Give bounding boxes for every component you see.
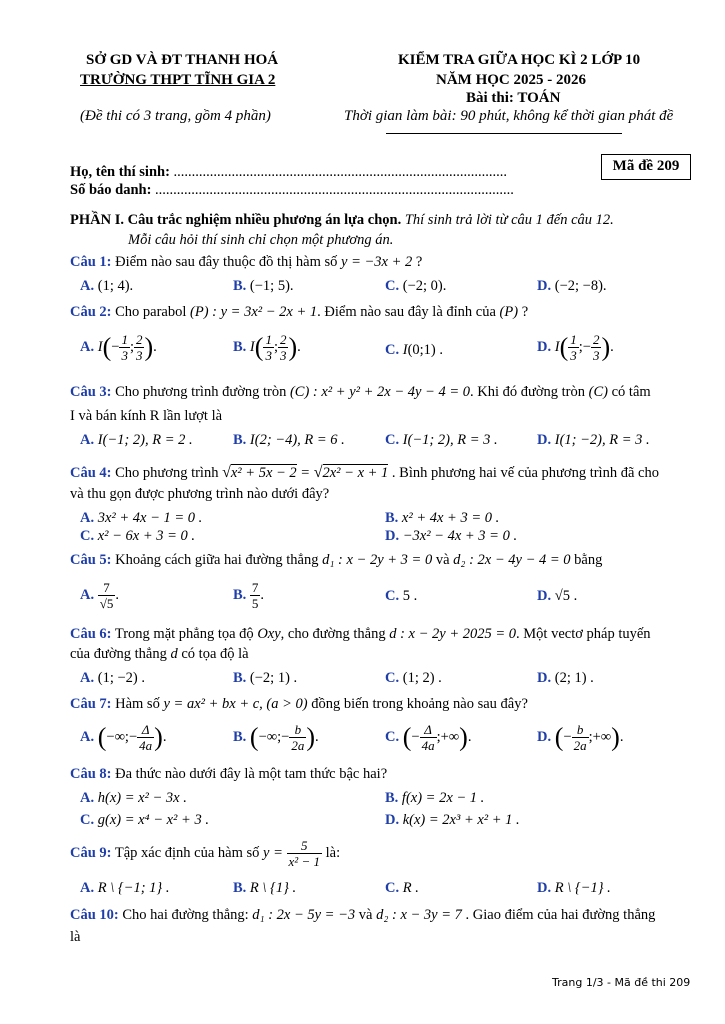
q2-option-c[interactable]: C. I(0;1) .	[385, 342, 444, 358]
question-9	[70, 838, 340, 869]
question-label: Câu 1:	[70, 254, 112, 270]
q4-option-b[interactable]	[385, 510, 499, 527]
option-text: R \ {−1; 1} .	[97, 880, 170, 896]
time-note: Thời gian làm bài: 90 phút, không kể thời gian phát đề	[344, 108, 674, 124]
q5-option-b[interactable]: B. $\frac{7}{5}$ .	[233, 580, 265, 611]
school-name: TRƯỜNG THPT TĨNH GIA 2	[80, 72, 276, 88]
question-math: 2x² − x + 1	[322, 465, 389, 481]
q5-option-c[interactable]	[385, 588, 417, 605]
question-3-line2: I và bán kính R lần lượt là	[70, 408, 223, 424]
option-letter: B.	[233, 670, 247, 686]
option-letter: A.	[80, 432, 95, 448]
question-text: Hàm số	[111, 696, 164, 712]
question-math: (C)	[588, 384, 608, 400]
candidate-id-dots: ...................................................................................................	[155, 182, 514, 198]
subject: Bài thi: TOÁN	[466, 90, 561, 106]
question-tail: là:	[321, 844, 341, 861]
question-math: d₂ : 2x − 4y − 4 = 0	[453, 552, 571, 568]
question-4: Câu 4: Cho phương trình √x² + 5x − 2 = √2x² − x + 1 . Bình phương hai vế của phương trình đã cho	[70, 464, 659, 481]
question-text: , cho đường thẳng	[280, 626, 390, 642]
q7-option-d[interactable]: D. (− $\frac{b}{2a}$ ;+∞).	[537, 722, 624, 753]
question-text: Trong mặt phẳng tọa độ	[111, 626, 258, 642]
candidate-name-dots: ............................................................................................	[173, 164, 508, 180]
question-math: d₂ : x − 3y = 7	[376, 907, 462, 923]
question-10-line2: là	[70, 929, 81, 945]
question-4-line2: và thu gọn được phương trình nào dưới đây?	[70, 486, 330, 502]
option-letter: A.	[80, 338, 95, 355]
question-3	[70, 384, 651, 401]
part1-title-italic: Thí sinh trả lời từ câu 1 đến câu 12.	[401, 212, 614, 228]
question-text: và	[355, 907, 377, 923]
q2-option-a[interactable]: A. I(− $\frac{1}{3}$ ; $\frac{2}{3}$ ).	[80, 332, 157, 363]
q1-option-a[interactable]: A. (1; 4).	[80, 278, 134, 294]
option-letter: A.	[80, 586, 95, 603]
option-letter: C.	[385, 588, 400, 604]
q9-option-c[interactable]	[385, 880, 419, 897]
option-text: R \ {1} .	[249, 880, 297, 896]
part1-title-bold: PHẦN I. Câu trắc nghiệm nhiều phương án lựa chọn.	[70, 212, 402, 228]
question-1	[70, 254, 422, 271]
option-text: (1; 2) .	[402, 670, 442, 686]
question-label: Câu 6:	[70, 626, 112, 642]
q3-option-b[interactable]	[233, 432, 345, 449]
option-letter: D.	[537, 278, 552, 294]
q8-option-c[interactable]	[80, 812, 209, 829]
q9-option-a[interactable]	[80, 880, 169, 897]
question-label: Câu 4:	[70, 465, 112, 481]
question-text: của đường thẳng	[70, 646, 171, 662]
question-math: (P)	[499, 304, 519, 320]
option-letter: B.	[233, 880, 247, 896]
option-letter: C.	[385, 278, 400, 294]
option-letter: B.	[233, 278, 247, 294]
question-tail: bằng	[570, 552, 603, 568]
part1-title	[70, 212, 614, 229]
option-text: I(−1; 2), R = 2 .	[97, 432, 193, 448]
question-text: Cho phương trình đường tròn	[111, 384, 290, 400]
question-math: (C) : x² + y² + 2x − 4y − 4 = 0	[289, 384, 470, 400]
question-math: x² + 5x − 2	[230, 465, 297, 481]
q2-option-d[interactable]: D. I( $\frac{1}{3}$ ;− $\frac{2}{3}$ ).	[537, 332, 614, 363]
q4-option-a[interactable]	[80, 510, 202, 527]
option-text: g(x) = x⁴ − x² + 3 .	[97, 812, 209, 828]
fraction-denominator: x² − 1	[288, 854, 320, 869]
option-letter: C.	[385, 342, 400, 358]
question-6	[70, 626, 651, 643]
question-math: d₁ : 2x − 5y = −3	[252, 907, 356, 923]
option-text: (1; 4)	[97, 278, 130, 294]
q5-option-a[interactable]: A. $\frac{7}{√5}$ .	[80, 580, 119, 611]
q6-option-d[interactable]	[537, 670, 594, 687]
question-text: có tọa độ là	[177, 646, 249, 662]
question-5	[70, 552, 602, 569]
option-letter: C.	[80, 528, 95, 544]
option-letter: C.	[385, 728, 400, 745]
exam-code: Mã đề 209	[612, 158, 680, 174]
option-letter: A.	[80, 278, 95, 294]
q4-option-c[interactable]	[80, 528, 195, 545]
option-text: I(−1; 2), R = 3 .	[402, 432, 498, 448]
question-text: Cho parabol	[111, 304, 191, 320]
option-letter: D.	[385, 528, 400, 544]
option-letter: D.	[537, 880, 552, 896]
q6-option-c[interactable]	[385, 670, 442, 687]
question-6-line2	[70, 646, 249, 663]
option-text: (−1; 5)	[249, 278, 290, 294]
option-text: (2; 1) .	[554, 670, 594, 686]
option-letter: A.	[80, 880, 95, 896]
q9-option-b[interactable]	[233, 880, 296, 897]
q8-option-d[interactable]	[385, 812, 520, 829]
question-text: Cho phương trình	[111, 465, 223, 481]
option-letter: D.	[537, 588, 552, 604]
q2-option-b[interactable]: B. I( $\frac{1}{3}$ ; $\frac{2}{3}$ ).	[233, 332, 301, 363]
question-7	[70, 696, 528, 713]
option-text: x² + 4x + 3 = 0 .	[401, 510, 500, 526]
option-letter: B.	[233, 586, 247, 603]
q7-option-c[interactable]: C. (− $\frac{\Delta}{4a}$ ;+∞).	[385, 722, 472, 753]
option-letter: A.	[80, 510, 95, 526]
option-letter: C.	[385, 670, 400, 686]
question-tail: . Một vectơ pháp tuyến	[516, 626, 651, 642]
q8-option-a[interactable]	[80, 790, 187, 807]
exam-title: KIỂM TRA GIỮA HỌC KÌ 2 LỚP 10	[398, 52, 641, 68]
question-math: Oxy	[257, 626, 281, 642]
exam-code-box	[601, 154, 691, 180]
header-divider	[386, 133, 622, 134]
question-text: Đa thức nào dưới đây là một tam thức bậc hai?	[111, 766, 388, 782]
option-text: R .	[402, 880, 419, 896]
question-math: y =	[263, 844, 283, 861]
option-text: −3x² − 4x + 3 = 0 .	[402, 528, 518, 544]
question-math: d₁ : x − 2y + 3 = 0	[322, 552, 433, 568]
option-text: h(x) = x² − 3x .	[97, 790, 187, 806]
question-tail: . Khi đó đường tròn	[470, 384, 589, 400]
question-tail: . Bình phương hai vế của phương trình đã cho	[388, 465, 659, 481]
question-label: Câu 8:	[70, 766, 112, 782]
option-letter: A.	[80, 728, 95, 745]
option-text: 5 .	[402, 588, 418, 604]
question-tail: ?	[518, 304, 529, 320]
option-text: (1; −2) .	[97, 670, 145, 686]
question-text: và	[432, 552, 454, 568]
option-text: (−2; 1) .	[249, 670, 298, 686]
question-text: Cho hai đường thẳng:	[118, 907, 253, 923]
question-label: Câu 2:	[70, 304, 112, 320]
candidate-id-label: Số báo danh:	[70, 182, 152, 198]
option-letter: B.	[233, 338, 247, 355]
question-10	[70, 907, 655, 924]
option-text: I(2; −4), R = 6 .	[249, 432, 345, 448]
question-math: , (a > 0)	[259, 696, 308, 712]
question-math: d	[170, 646, 178, 662]
question-label: Câu 10:	[70, 907, 119, 923]
question-label: Câu 3:	[70, 384, 112, 400]
option-text: R \ {−1} .	[554, 880, 611, 896]
q6-option-b[interactable]	[233, 670, 297, 687]
q7-option-a[interactable]: A. (−∞;− $\frac{\Delta}{4a}$ ).	[80, 722, 167, 753]
option-letter: D.	[537, 728, 552, 745]
option-letter: C.	[385, 880, 400, 896]
candidate-id-line	[70, 182, 514, 199]
q3-option-a[interactable]	[80, 432, 193, 449]
question-text: Khoảng cách giữa hai đường thẳng	[111, 552, 323, 568]
question-8	[70, 766, 387, 783]
option-letter: B.	[233, 728, 247, 745]
candidate-name-line	[70, 164, 507, 181]
option-text: k(x) = 2x³ + x² + 1 .	[402, 812, 520, 828]
option-text: (−2; −8)	[554, 278, 603, 294]
question-label: Câu 9:	[70, 844, 112, 861]
candidate-name-label: Họ, tên thí sinh:	[70, 164, 170, 180]
question-tail: ?	[412, 254, 423, 270]
q7-option-b[interactable]: B. (−∞;− $\frac{b}{2a}$ ).	[233, 722, 319, 753]
option-text: x² − 6x + 3 = 0 .	[97, 528, 196, 544]
option-text: 3x² + 4x − 1 = 0 .	[97, 510, 203, 526]
question-math: y = −3x + 2	[341, 254, 413, 270]
q6-option-a[interactable]	[80, 670, 145, 687]
option-letter: D.	[385, 812, 400, 828]
option-letter: C.	[80, 812, 95, 828]
question-label: Câu 7:	[70, 696, 112, 712]
q9-option-d[interactable]	[537, 880, 611, 897]
question-text: Điểm nào sau đây thuộc đồ thị hàm số	[111, 254, 342, 270]
fraction-numerator: 5	[287, 838, 322, 854]
q8-option-b[interactable]	[385, 790, 484, 807]
option-letter: B.	[385, 790, 399, 806]
q5-option-d[interactable]	[537, 588, 577, 605]
option-letter: B.	[385, 510, 399, 526]
question-math: d : x − 2y + 2025 = 0	[389, 626, 517, 642]
question-tail: . Giao điểm của hai đường thẳng	[461, 907, 656, 923]
question-math: y = ax² + bx + c	[163, 696, 260, 712]
option-letter: B.	[233, 432, 247, 448]
part1-subtitle: Mỗi câu hỏi thí sinh chỉ chọn một phương án.	[128, 232, 394, 248]
question-math: (P) : y = 3x² − 2x + 1	[190, 304, 318, 320]
option-letter: D.	[537, 432, 552, 448]
option-text: (−2; 0)	[402, 278, 443, 294]
question-label: Câu 5:	[70, 552, 112, 568]
option-text: f(x) = 2x − 1 .	[401, 790, 485, 806]
department-name: SỞ GD VÀ ĐT THANH HOÁ	[86, 52, 279, 68]
option-letter: A.	[80, 790, 95, 806]
q3-option-d[interactable]	[537, 432, 650, 449]
q1-option-c[interactable]: C. (−2; 0).	[385, 278, 447, 294]
q3-option-c[interactable]	[385, 432, 498, 449]
question-math: =	[296, 465, 314, 481]
q1-option-b[interactable]: B. (−1; 5).	[233, 278, 294, 294]
q1-option-d[interactable]: D. (−2; −8).	[537, 278, 607, 294]
option-letter: D.	[537, 338, 552, 355]
option-letter: D.	[537, 670, 552, 686]
option-letter: C.	[385, 432, 400, 448]
page-footer: Trang 1/3 - Mã đề thi 209	[552, 976, 691, 989]
question-2	[70, 304, 528, 321]
question-tail: có tâm	[607, 384, 651, 400]
q4-option-d[interactable]	[385, 528, 517, 545]
question-text: Tập xác định của hàm số	[111, 844, 264, 861]
question-tail: . Điểm nào sau đây là đỉnh của	[317, 304, 500, 320]
option-text: √5 .	[554, 588, 578, 604]
question-tail: đồng biến trong khoảng nào sau đây?	[307, 696, 528, 712]
school-year: NĂM HỌC 2025 - 2026	[436, 72, 586, 88]
option-letter: A.	[80, 670, 95, 686]
page-count-note: (Đề thi có 3 trang, gồm 4 phần)	[80, 108, 271, 124]
option-text: I(1; −2), R = 3 .	[554, 432, 650, 448]
